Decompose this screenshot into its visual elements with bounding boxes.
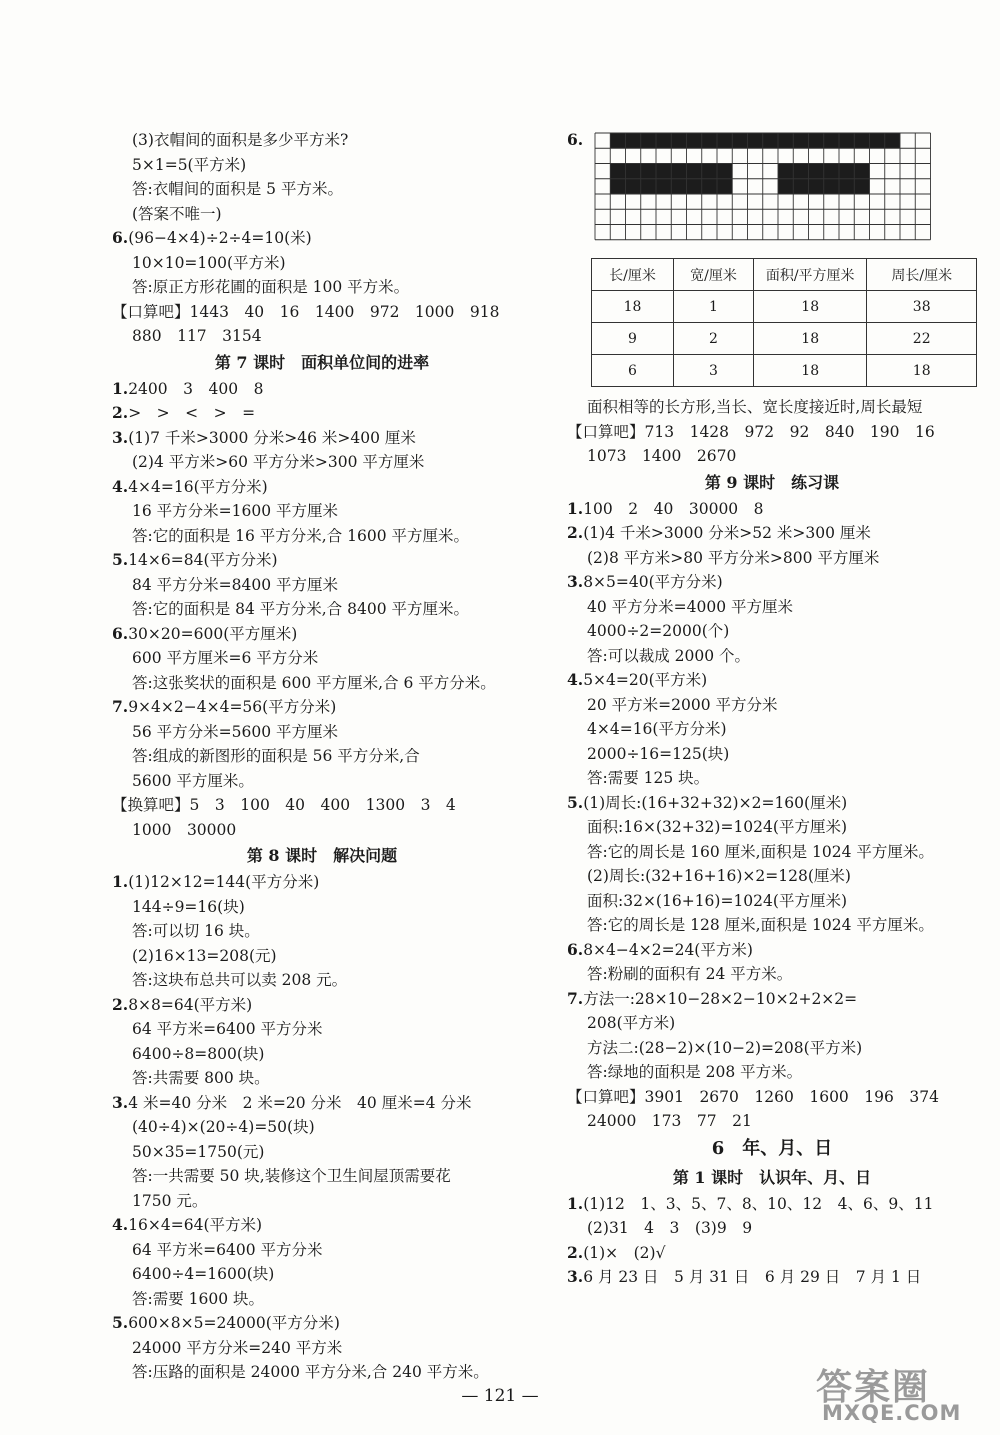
answer-text: 144÷9=16(块)	[132, 897, 245, 916]
answer-text: 答:组成的新图形的面积是 56 平方分米,合	[132, 747, 420, 765]
answer-line	[567, 521, 977, 546]
question-number: 5.	[112, 1313, 129, 1332]
answer-line	[112, 870, 532, 895]
left-column	[112, 128, 532, 1385]
answer-text: 9×4×2−4×4=56(平方分米)	[128, 698, 337, 716]
answer-text: (2)31 4 3 (3)9 9	[587, 1219, 753, 1237]
lesson-8-title: 第 8 课时 解决问题	[246, 846, 398, 865]
answer-line	[567, 1241, 977, 1266]
answer-line	[567, 742, 977, 767]
answer-text: 2400 3 400 8	[128, 379, 264, 398]
answer-line	[112, 968, 532, 993]
question-number: 1.	[112, 378, 129, 398]
table-header: 宽/厘米	[673, 259, 753, 291]
answer-text: 答:它的面积是 84 平方分米,合 8400 平方厘米。	[132, 600, 470, 618]
answer-text: 30×20=600(平方厘米)	[128, 624, 298, 643]
oral-calc-line: 【口算吧】1443 40 16 1400 972 1000 918	[112, 302, 500, 321]
question-number: 5.	[112, 550, 129, 569]
oral-calc-line: 1073 1400 2670	[587, 447, 737, 465]
lesson-7-title: 第 7 课时 面积单位间的进率	[214, 352, 430, 372]
answer-text: (96−4×4)÷2÷4=10(米)	[128, 229, 312, 247]
question-number: 5.	[567, 792, 584, 812]
answer-line	[112, 720, 532, 745]
answer-text: (2)周长:(32+16+16)×2=128(厘米)	[587, 867, 851, 885]
answer-text: 24000 平方分米=240 平方米	[132, 1338, 343, 1357]
watermark-logo	[816, 1359, 986, 1429]
answer-line	[112, 1360, 532, 1385]
right-column	[567, 128, 977, 1290]
table-cell: 18	[753, 355, 866, 387]
answer-line	[567, 546, 977, 571]
question-number: 2.	[112, 994, 129, 1014]
answer-line	[567, 791, 977, 816]
oral-calc-line: 24000 173 77 21	[587, 1112, 752, 1130]
question-number: 1.	[567, 1193, 584, 1213]
answer-text: 答:它的周长是 128 厘米,面积是 1024 平方厘米。	[587, 916, 934, 934]
square-grid	[594, 132, 932, 241]
answer-line	[567, 668, 977, 693]
answer-text: (1)周长:(16+32+32)×2=160(厘米)	[583, 793, 848, 812]
answer-line	[567, 1192, 977, 1217]
answer-line	[112, 695, 532, 720]
question-number: 6.	[112, 623, 129, 643]
answer-line	[112, 1213, 532, 1238]
answer-line	[567, 619, 977, 644]
answer-text: 8×5=40(平方分米)	[583, 573, 723, 591]
conclusion-text: 面积相等的长方形,当长、宽长度接近时,周长最短	[587, 398, 923, 416]
question-number: 4.	[567, 670, 584, 689]
answer-line	[112, 401, 532, 426]
answer-line	[112, 1238, 532, 1263]
answer-text: 答:可以裁成 2000 个。	[587, 646, 751, 665]
table-row	[592, 355, 977, 387]
answer-text: 4×4=16(平方分米)	[587, 720, 727, 738]
answer-line	[112, 377, 532, 402]
answer-line	[567, 717, 977, 742]
answer-text: 面积:32×(16+16)=1024(平方厘米)	[587, 891, 847, 910]
answer-line	[567, 864, 977, 889]
answer-text: (2)4 平方米>60 平方分米>300 平方厘米	[132, 453, 425, 471]
question-number: 6.	[567, 939, 584, 959]
answer-line	[567, 595, 977, 620]
answer-text: 5600 平方厘米。	[132, 771, 254, 790]
table-cell: 3	[673, 355, 753, 387]
table-row	[592, 323, 977, 355]
answer-text: 1750 元。	[132, 1191, 208, 1210]
question-number: 1.	[567, 498, 584, 518]
answer-line	[112, 646, 532, 671]
answer-text: 答:压路的面积是 24000 平方分米,合 240 平方米。	[132, 1363, 489, 1381]
answer-text: 64 平方米=6400 平方分米	[132, 1240, 323, 1259]
answer-line	[112, 1091, 532, 1116]
lesson-1-title: 第 1 课时 认识年、月、日	[672, 1167, 872, 1187]
question-number: 3.	[567, 572, 584, 591]
table-row	[592, 291, 977, 323]
answer-line	[567, 938, 977, 963]
answer-text: 50×35=1750(元)	[132, 1142, 265, 1161]
question-number: 7.	[112, 697, 129, 716]
answer-line	[112, 597, 532, 622]
answer-text: 答:一共需要 50 块,装修这个卫生间屋顶需要花	[132, 1167, 451, 1185]
question-number: 2.	[567, 523, 584, 542]
answer-text: 答:它的面积是 16 平方分米,合 1600 平方厘米。	[132, 526, 470, 545]
answer-line	[112, 426, 532, 451]
answer-line	[567, 913, 977, 938]
answer-line	[112, 475, 532, 500]
answer-text: (1)12×12=144(平方分米)	[128, 873, 320, 891]
conversion-line: 【换算吧】5 3 100 40 400 1300 3 4	[112, 796, 456, 814]
watermark-url: MXQE.COM	[822, 1401, 962, 1425]
answer-line	[112, 1115, 532, 1140]
answer-text: 10×10=100(平方米)	[132, 253, 286, 272]
answer-line	[112, 944, 532, 969]
answer-line	[567, 1265, 977, 1290]
answer-text: 84 平方分米=8400 平方厘米	[132, 575, 339, 594]
conversion-line: 1000 30000	[132, 820, 237, 839]
question-number: 4.	[112, 1215, 129, 1234]
table-cell: 2	[673, 323, 753, 355]
answer-text: 8×4−4×2=24(平方米)	[583, 940, 753, 959]
answer-line	[112, 1042, 532, 1067]
answer-line	[567, 1216, 977, 1241]
answer-text: > > < > =	[128, 404, 256, 422]
answer-text: 4×4=16(平方分米)	[128, 477, 268, 496]
watermark-text: 答案圈	[816, 1367, 931, 1408]
answer-text: 答:需要 125 块。	[587, 769, 710, 787]
answer-text: 6400÷4=1600(块)	[132, 1265, 275, 1283]
answer-text: (1)7 千米>3000 分米>46 米>400 厘米	[128, 428, 416, 447]
answer-text: (1)4 千米>3000 分米>52 米>300 厘米	[583, 524, 871, 542]
answer-text: 4000÷2=2000(个)	[587, 622, 730, 640]
answer-line	[112, 524, 532, 549]
answer-line	[112, 744, 532, 769]
answer-line	[112, 499, 532, 524]
answer-line	[112, 1017, 532, 1042]
answer-text: 100 2 40 30000 8	[583, 499, 764, 518]
answer-line: (3)衣帽间的面积是多少平方米?	[132, 131, 349, 149]
answer-text: (2)8 平方米>80 平方分米>800 平方厘米	[587, 548, 880, 567]
answer-text: 208(平方米)	[587, 1014, 676, 1032]
answer-text: 答:粉刷的面积有 24 平方米。	[587, 965, 793, 983]
question-number: 3.	[112, 427, 129, 447]
answer-text: 4 米=40 分米 2 米=20 分米 40 厘米=4 分米	[128, 1093, 472, 1112]
answer-line: (答案不唯一)	[132, 204, 222, 223]
answer-line	[567, 1060, 977, 1085]
answer-line	[112, 1311, 532, 1336]
table-header: 长/厘米	[592, 259, 674, 291]
table-cell: 38	[867, 291, 977, 323]
answer-line	[112, 671, 532, 696]
answer-line	[112, 1164, 532, 1189]
table-cell: 1	[673, 291, 753, 323]
shaded-rectangle	[610, 133, 900, 148]
answer-line	[567, 889, 977, 914]
answer-line	[112, 1189, 532, 1214]
answer-text: 2000÷16=125(块)	[587, 744, 730, 763]
answer-line	[112, 919, 532, 944]
table-cell: 6	[592, 355, 674, 387]
question-number: 6.	[112, 228, 129, 247]
answer-text: 14×6=84(平方分米)	[128, 551, 278, 569]
question-number: 3.	[112, 1092, 129, 1112]
question-number: 3.	[567, 1267, 584, 1286]
answer-line	[112, 275, 532, 300]
unit-6-title: 6 年、月、日	[711, 1137, 833, 1159]
table-cell: 18	[753, 291, 866, 323]
answer-text: 答:共需要 800 块。	[132, 1069, 270, 1087]
answer-line	[567, 815, 977, 840]
answer-text: 面积:16×(32+32)=1024(平方厘米)	[587, 818, 847, 836]
page-number: — 121 —	[461, 1386, 539, 1406]
answer-text: 答:原正方形花圃的面积是 100 平方米。	[132, 278, 410, 296]
answer-text: 20 平方米=2000 平方分米	[587, 695, 778, 714]
answer-text: 方法一:28×10−28×2−10×2+2×2=	[583, 989, 858, 1008]
question-number: 7.	[567, 988, 584, 1008]
answer-text: 答:这块布总共可以卖 208 元。	[132, 971, 348, 989]
oral-calc-line: 【口算吧】713 1428 972 92 840 190 16	[567, 422, 935, 441]
rectangle-table	[591, 258, 977, 387]
answer-line	[112, 895, 532, 920]
answer-text: 答:需要 1600 块。	[132, 1289, 265, 1308]
oral-calc-line: 【口算吧】3901 2670 1260 1600 196 374	[567, 1087, 939, 1106]
answer-text: (1)× (2)√	[583, 1243, 666, 1262]
answer-text: 600 平方厘米=6 平方分米	[132, 649, 319, 667]
answer-line	[567, 766, 977, 791]
table-header: 周长/厘米	[867, 259, 977, 291]
answer-line	[112, 226, 532, 251]
answer-line	[112, 993, 532, 1018]
table-cell: 22	[867, 323, 977, 355]
answer-line	[112, 548, 532, 573]
answer-text: 64 平方米=6400 平方分米	[132, 1020, 323, 1038]
answer-text: 答:绿地的面积是 208 平方米。	[587, 1063, 803, 1081]
answer-text: 40 平方分米=4000 平方厘米	[587, 597, 794, 616]
table-cell: 18	[592, 291, 674, 323]
answer-line	[112, 450, 532, 475]
answer-text: 6 月 23 日 5 月 31 日 6 月 29 日 7 月 1 日	[583, 1268, 922, 1286]
table-header: 面积/平方厘米	[753, 259, 866, 291]
answer-text: 5×4=20(平方米)	[583, 671, 708, 689]
table-cell: 9	[592, 323, 674, 355]
answer-line	[112, 1336, 532, 1361]
answer-line	[112, 1262, 532, 1287]
answer-line	[567, 987, 977, 1012]
answer-line	[567, 570, 977, 595]
answer-line	[567, 644, 977, 669]
answer-text: 答:它的周长是 160 厘米,面积是 1024 平方厘米。	[587, 842, 934, 861]
answer-text: 方法二:(28−2)×(10−2)=208(平方米)	[587, 1038, 863, 1057]
answer-line	[567, 1011, 977, 1036]
answer-text: (1)12 1、3、5、7、8、10、12 4、6、9、11	[583, 1194, 934, 1213]
table-cell: 18	[753, 323, 866, 355]
answer-text: 答:这张奖状的面积是 600 平方厘米,合 6 平方分米。	[132, 673, 496, 692]
question-number: 4.	[112, 476, 129, 496]
answer-line	[567, 497, 977, 522]
answer-line: 答:衣帽间的面积是 5 平方米。	[132, 180, 343, 198]
answer-text: 16 平方分米=1600 平方厘米	[132, 502, 339, 520]
question-number: 6.	[567, 130, 584, 149]
answer-line	[112, 1066, 532, 1091]
answer-text: 16×4=64(平方米)	[128, 1216, 263, 1234]
answer-line	[112, 251, 532, 276]
answer-text: 8×8=64(平方米)	[128, 995, 253, 1014]
question-number: 2.	[112, 403, 129, 422]
answer-text: 600×8×5=24000(平方分米)	[128, 1314, 340, 1332]
answer-line	[112, 573, 532, 598]
grid-figure	[567, 128, 977, 252]
table-cell: 18	[867, 355, 977, 387]
answer-text: (40÷4)×(20÷4)=50(块)	[132, 1118, 315, 1136]
answer-line	[567, 1036, 977, 1061]
answer-line	[112, 1140, 532, 1165]
answer-line	[567, 693, 977, 718]
question-number: 1.	[112, 872, 129, 891]
lesson-9-title: 第 9 课时 练习课	[704, 472, 840, 492]
answer-text: 6400÷8=800(块)	[132, 1044, 265, 1063]
answer-line	[567, 962, 977, 987]
answer-line	[112, 769, 532, 794]
answer-line: 5×1=5(平方米)	[132, 155, 247, 174]
oral-calc-line: 880 117 3154	[132, 327, 262, 345]
answer-text: 56 平方分米=5600 平方厘米	[132, 722, 339, 741]
answer-line	[112, 622, 532, 647]
answer-text: (2)16×13=208(元)	[132, 946, 277, 965]
question-number: 2.	[567, 1242, 584, 1262]
answer-line	[567, 840, 977, 865]
answer-text: 答:可以切 16 块。	[132, 922, 260, 940]
answer-line	[112, 1287, 532, 1312]
